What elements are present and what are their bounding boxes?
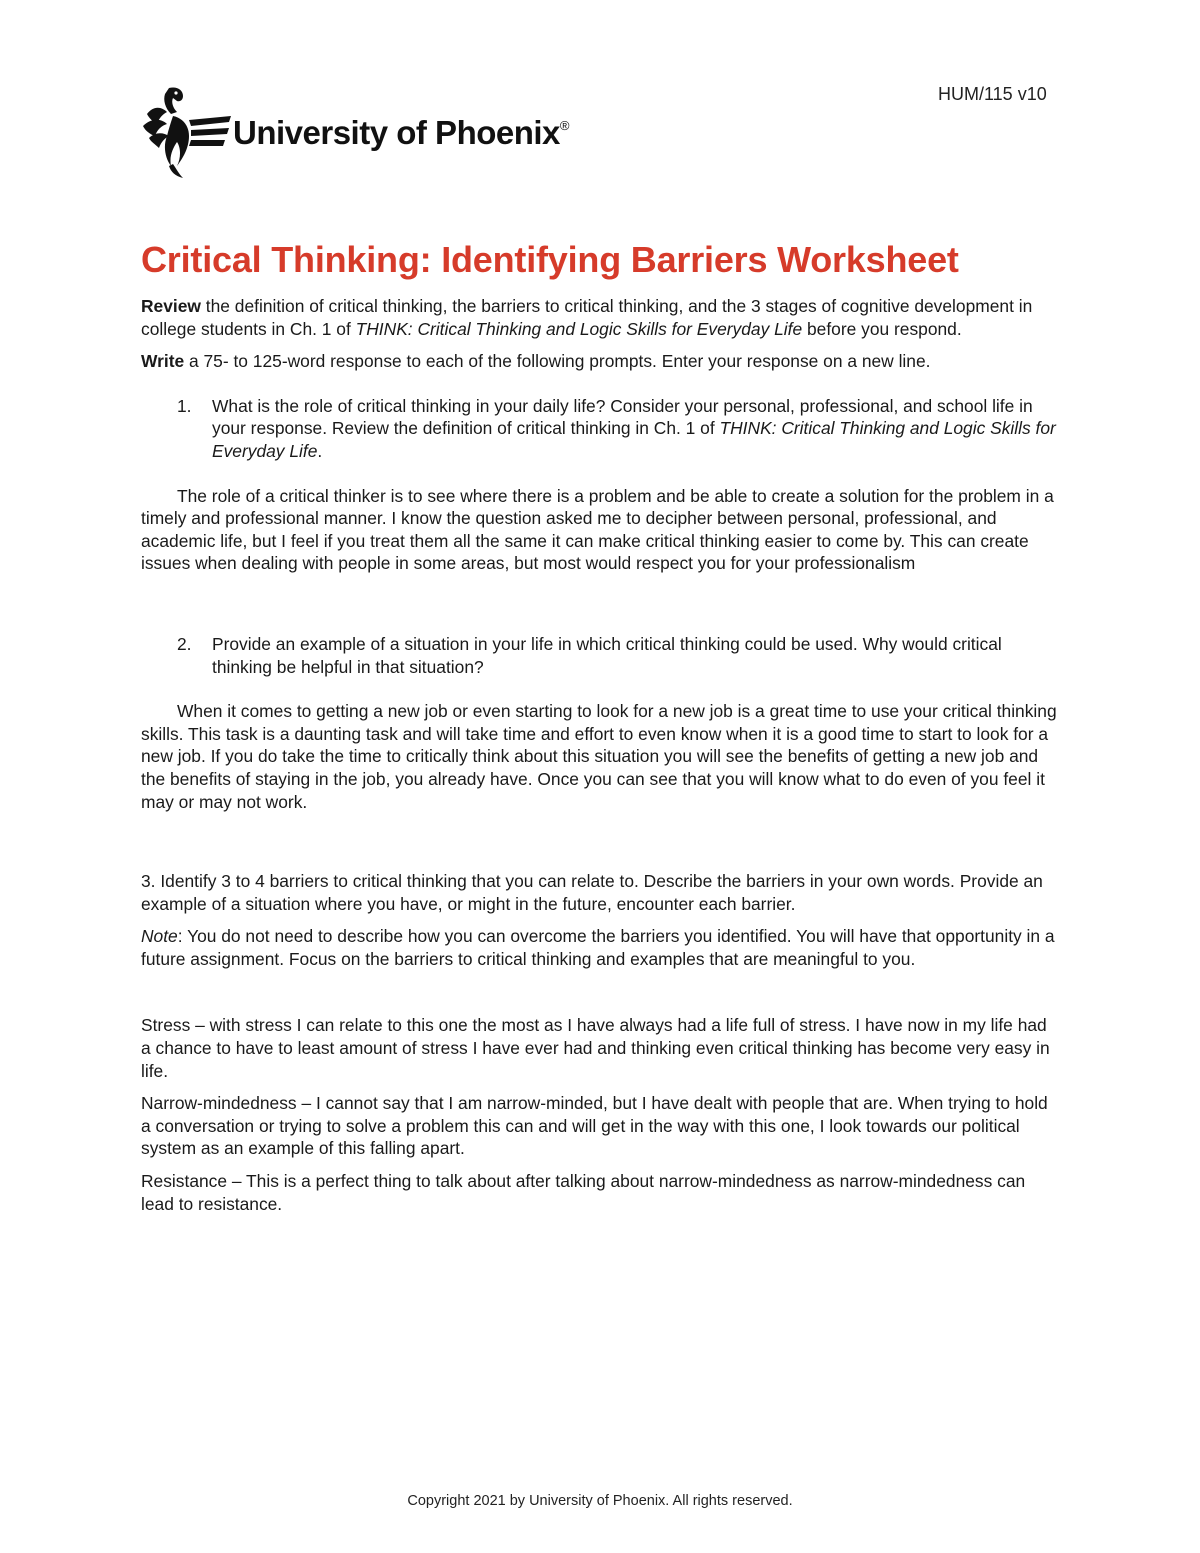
question-3: 3. Identify 3 to 4 barriers to critical thinking that you can relate to. Describe the barriers in your own words. Provide an example of a situation where you have, or might in the future, encounter each barrier. (141, 871, 1043, 914)
answer-1: The role of a critical thinker is to see where there is a problem and be able to create a solution for the problem in a timely and professional manner. I know the question asked me to decipher between personal, professional, and academic life, but I feel if you treat them all the same it can make critical thinking easier to come by. This can create issues when dealing with people in some areas, but most would respect you for your professionalism (141, 485, 1054, 574)
phoenix-bird-icon (143, 86, 233, 178)
note: Note: You do not need to describe how you can overcome the barriers you identified. You will have that opportunity in a future assignment. Focus on the barriers to critical thinking and examples that are meaningful to you. (141, 926, 1055, 969)
worksheet-body (141, 236, 1061, 1215)
university-name: University of Phoenix® (233, 114, 570, 151)
registered-mark: ® (559, 118, 570, 133)
review-instruction: Review the definition of critical thinking, the barriers to critical thinking, and the 3 stages of cognitive development in college students in Ch. 1 of THINK: Critical Thinking and Logic Skills for Everyday Life before you respond. (141, 296, 1033, 339)
barrier-stress: Stress – with stress I can relate to this one the most as I have always had a life full of stress. I have now in my life had a chance to have to least amount of stress I have ever had and thinking even critical thinking has become very easy in life. (141, 1015, 1050, 1081)
write-instruction: Write a 75- to 125-word response to each of the following prompts. Enter your response on a new line. (141, 351, 931, 372)
question-1: 1. What is the role of critical thinking in your daily life? Consider your personal, professional, and school life in your response. Review the definition of critical thinking in Ch. 1 of THINK: Critical Thinking and Logic Skills for Everyday Life. (177, 395, 1056, 461)
barrier-narrow-mindedness: Narrow-mindedness – I cannot say that I am narrow-minded, but I have dealt with people that are. When trying to hold a conversation or trying to solve a problem this can and will get in the way with this one, I look towards our political system as an example of this falling apart. (141, 1093, 1048, 1159)
barrier-resistance: Resistance – This is a perfect thing to talk about after talking about narrow-mindedness as narrow-mindedness can lead to resistance. (141, 1171, 1026, 1214)
question-2: 2. Provide an example of a situation in your life in which critical thinking could be used. Why would critical thinking be helpful in that situation? (177, 633, 1002, 677)
copyright-footer: Copyright 2021 by University of Phoenix. All rights reserved. (407, 1493, 793, 1509)
page-title: Critical Thinking: Identifying Barriers Worksheet (141, 239, 959, 280)
answer-2: When it comes to getting a new job or even starting to look for a new job is a great time to use your critical thinking skills. This task is a daunting task and will take time and effort to even know when it is a good time to start to look for a new job. If you do take the time to critically think about this situation you will see the benefits of getting a new job and the benefits of staying in the job, you already have. Once you can see that you will know what to do even of you feel it may or may not work. (141, 701, 1057, 812)
course-code: HUM/115 v10 (938, 84, 1047, 104)
